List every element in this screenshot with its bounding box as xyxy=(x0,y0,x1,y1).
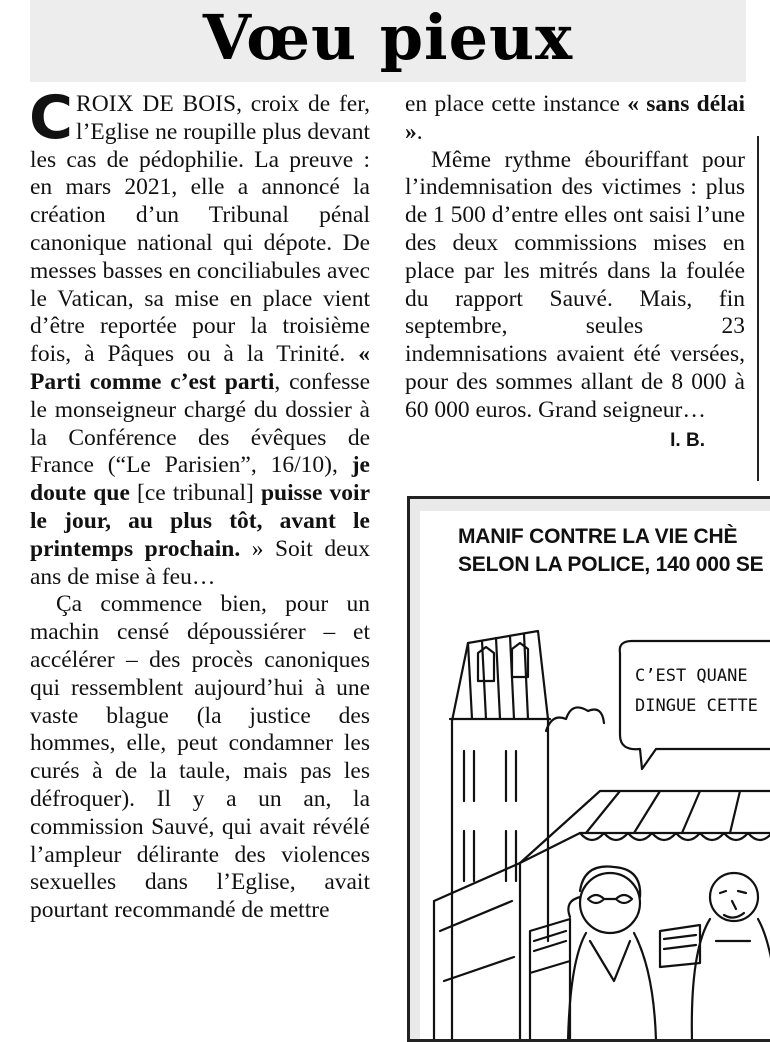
character-body-2 xyxy=(692,919,770,1039)
text-run: en place cette instance xyxy=(405,91,628,117)
text-run: ROIX DE BOIS, croix de fer, l’Eglise ne roupille plus devant les cas de pédophilie. La preuve : en mars 2021, elle a annoncé la création d’un Tribunal pénal canonique national qui dépote. De messes basses en conciliabules avec le Vatican, sa mise en place vient d’être reportée pour la troisième fois, à Pâques ou à la Trinité. xyxy=(30,91,370,368)
bubble-line: C’EST QUANE xyxy=(635,666,748,686)
article-title: Vœu pieux xyxy=(202,1,574,74)
text-run: [ce tribunal] xyxy=(129,480,261,507)
column-rule xyxy=(757,136,759,481)
quote-bold: « sans délai » xyxy=(405,91,745,145)
character-head xyxy=(580,873,640,933)
quote-bold: je doute que xyxy=(30,452,370,507)
character-body xyxy=(568,933,656,1039)
cartoon-caption xyxy=(458,523,770,579)
character-glasses xyxy=(588,895,632,903)
bubble-line: DINGUE CETTE xyxy=(635,696,758,716)
caption-line: SELON LA POLICE, 140 000 SE xyxy=(458,553,764,576)
speech-bubble-text xyxy=(635,661,770,721)
cartoon-panel xyxy=(420,511,770,1039)
quote-bold: puisse voir le jour, au plus tôt, avant le printemps prochain. xyxy=(30,480,370,562)
text-run: . xyxy=(416,118,423,145)
quote-bold: « Parti comme c’est parti xyxy=(30,341,370,395)
cartoon-frame xyxy=(407,496,770,1042)
shop-awning xyxy=(520,791,770,863)
article-column-left xyxy=(29,83,370,925)
tree-foliage xyxy=(546,707,604,731)
paragraph-4: Même rythme ébouriffant pour l’indemnisation des victimes : plus de 1 500 d’entre elles ont saisi l’une des deux commissions mises en place par les mitrés dans la foulée du rapport Sauvé. Mais, fin septembre, seules 23 indemnisations avaient été versées, pour des sommes allant de 8 000 à 60 000 euros. Grand seigneur… xyxy=(405,146,746,423)
building-windows xyxy=(464,751,516,881)
paragraph-2: Ça commence bien, pour un machin censé dépoussiérer – et accélérer – des procès canoniques qui ressemblent aujourd’hui à une vaste blague (la justice des hommes, elle, peut condamner les curés à de la taule, mais pas les défroquer). Il y a un an, la commission Sauvé, qui avait révélé l’ampleur délirante des violences sexuelles dans l’Eglise, avait pourtant recommandé de mettre xyxy=(30,591,370,924)
drop-cap: C xyxy=(29,83,74,153)
building-outline xyxy=(452,631,548,1039)
caption-line: MANIF CONTRE LA VIE CHÈ xyxy=(458,525,738,548)
roof-lines xyxy=(450,634,550,719)
character-face-2 xyxy=(720,891,746,918)
character-head-2 xyxy=(710,873,758,921)
author-signature: I. B. xyxy=(670,429,705,451)
article-column-right xyxy=(405,91,745,454)
paragraph-1 xyxy=(29,83,370,591)
dormer-window xyxy=(478,643,528,681)
crate-details xyxy=(534,931,696,951)
text-run: » Soit deux ans de mise à feu… xyxy=(30,535,370,590)
title-band xyxy=(30,0,746,82)
shop-front xyxy=(434,863,520,1039)
paragraph-3 xyxy=(405,91,745,147)
text-run: , confesse le monseigneur chargé du dossier à la Conférence des évêques de France (“Le Parisien”, 16/10), xyxy=(30,368,370,479)
